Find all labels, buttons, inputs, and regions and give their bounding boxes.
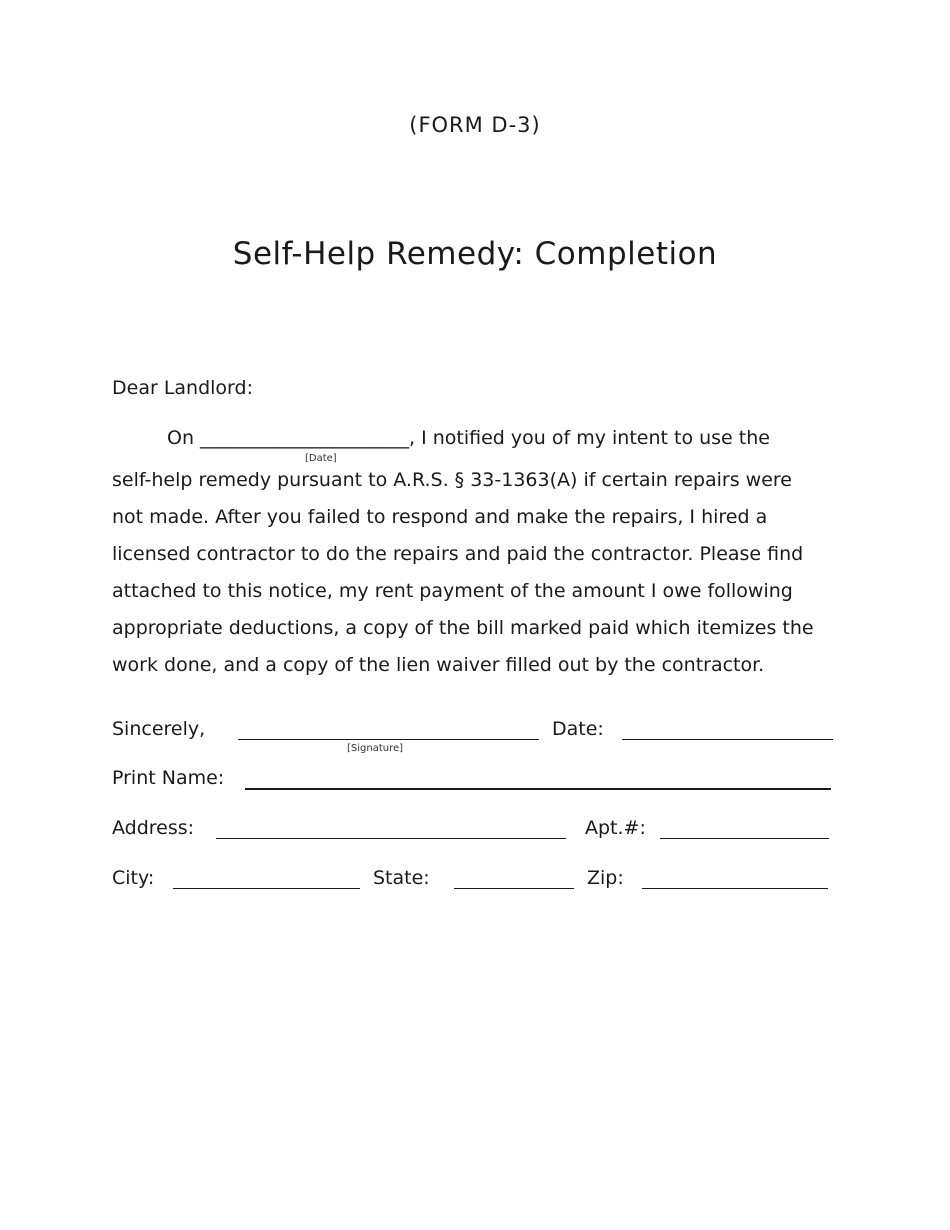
address-label: Address: — [112, 817, 195, 839]
apt-label: Apt.#: — [585, 817, 646, 839]
body-line-4: licensed contractor to do the repairs and paid the contractor. Please find — [112, 543, 804, 565]
address-line[interactable] — [216, 838, 566, 839]
signature-caption: [Signature] — [347, 743, 404, 754]
city-line[interactable] — [173, 888, 360, 889]
city-label: City: — [112, 867, 155, 889]
page-title: Self-Help Remedy: Completion — [232, 236, 718, 272]
date-line[interactable] — [622, 739, 833, 740]
body-line-3: not made. After you failed to respond and make the repairs, I hired a — [112, 506, 768, 528]
form-id: (FORM D-3) — [409, 113, 541, 137]
print-name-line[interactable] — [245, 788, 831, 790]
sincerely-label: Sincerely, — [112, 718, 206, 740]
zip-label: Zip: — [587, 867, 624, 889]
state-label: State: — [373, 867, 430, 889]
print-name-label: Print Name: — [112, 767, 225, 789]
body-line-2: self-help remedy pursuant to A.R.S. § 33-1363(A) if certain repairs were — [112, 469, 792, 491]
state-line[interactable] — [454, 888, 574, 889]
body-line-6: appropriate deductions, a copy of the bill marked paid which itemizes the — [112, 617, 814, 639]
body-line-7: work done, and a copy of the lien waiver filled out by the contractor. — [112, 654, 765, 676]
salutation: Dear Landlord: — [112, 377, 253, 399]
date-label: Date: — [552, 718, 604, 740]
body-line-5: attached to this notice, my rent payment of the amount I owe following — [112, 580, 793, 602]
date-caption: [Date] — [305, 453, 337, 464]
signature-line[interactable] — [238, 739, 539, 740]
zip-line[interactable] — [642, 888, 828, 889]
apt-line[interactable] — [660, 838, 829, 839]
body-line-1: On ______________________, I notified you of my intent to use the — [167, 427, 770, 449]
